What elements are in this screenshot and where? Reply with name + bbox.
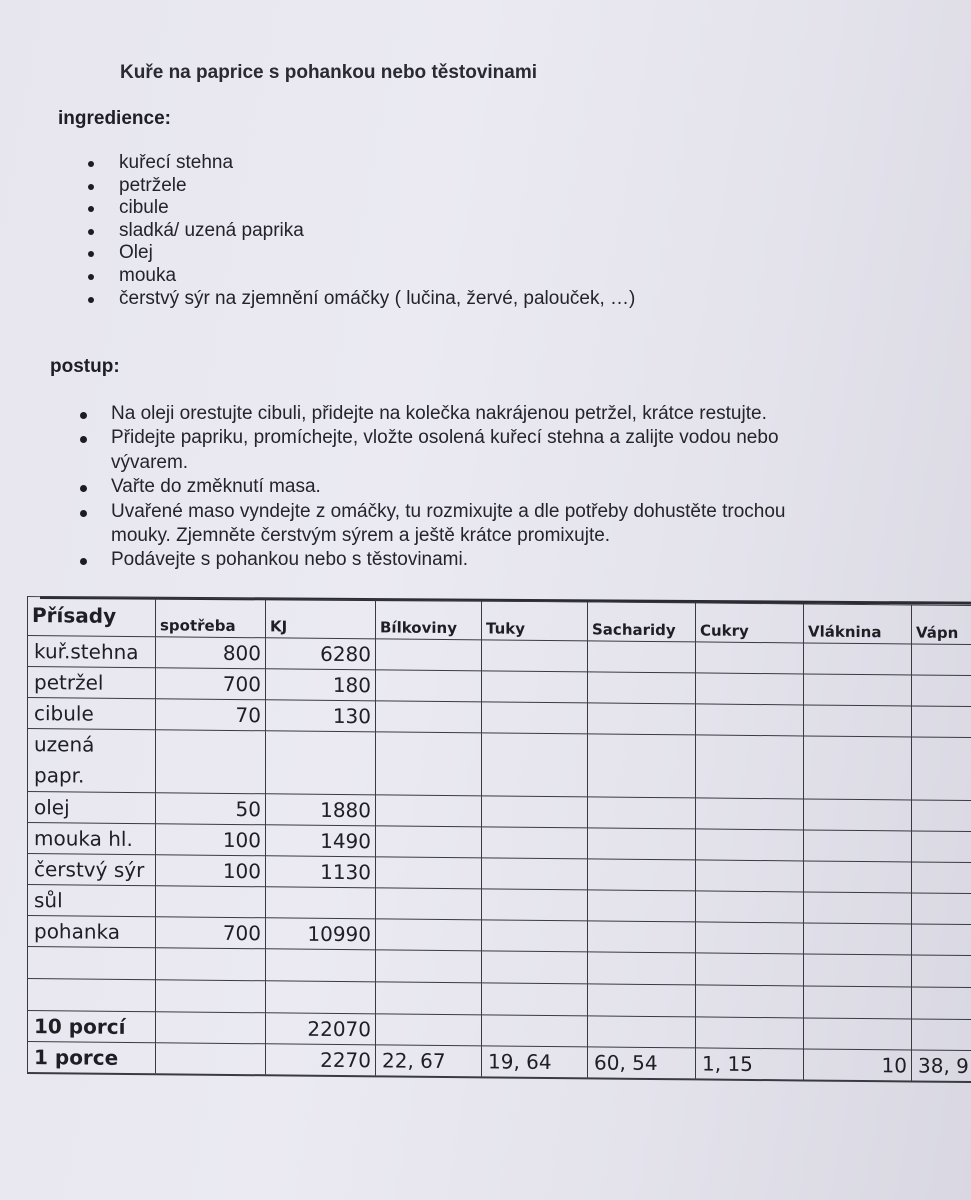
row-spotreba: 50 bbox=[156, 793, 266, 825]
total-label: 10 porcí bbox=[28, 1011, 156, 1043]
ingredients-heading: ingredience: bbox=[58, 108, 171, 129]
procedure-step: Vařte do změknutí masa. bbox=[80, 475, 850, 499]
portion-kj: 2270 bbox=[266, 1044, 376, 1077]
row-spotreba: 800 bbox=[156, 637, 266, 669]
row-spotreba bbox=[156, 886, 266, 918]
nutrition-table bbox=[27, 596, 971, 1083]
ingredient-item: cibule bbox=[88, 197, 635, 220]
header-sacharidy: Sacharidy bbox=[588, 602, 696, 642]
header-spotreba: spotřeba bbox=[156, 598, 266, 638]
procedure-step: Na oleji orestujte cibuli, přidejte na kolečka nakrájenou petržel, krátce restujte. bbox=[80, 402, 850, 426]
row-kj: 180 bbox=[266, 669, 376, 701]
header-prisady: Přísady bbox=[28, 597, 156, 637]
row-kj: 6280 bbox=[266, 638, 376, 670]
procedure-step: Podávejte s pohankou nebo s těstovinami. bbox=[80, 548, 850, 572]
ingredient-item: kuřecí stehna bbox=[88, 152, 635, 175]
ingredient-item: sladká/ uzená paprika bbox=[88, 220, 635, 243]
portion-vlaknina: 10 bbox=[804, 1049, 912, 1082]
row-name: olej bbox=[28, 792, 156, 824]
row-name: sůl bbox=[28, 885, 156, 917]
total-kj: 22070 bbox=[266, 1013, 376, 1045]
row-spotreba bbox=[156, 730, 266, 794]
portion-cukry: 1, 15 bbox=[696, 1048, 804, 1081]
portion-bilkoviny: 22, 67 bbox=[376, 1045, 482, 1078]
row-kj: 130 bbox=[266, 700, 376, 732]
ingredients-list bbox=[88, 152, 635, 310]
row-name: pohanka bbox=[28, 916, 156, 948]
row-name: cibule bbox=[28, 698, 156, 730]
procedure-heading: postup: bbox=[50, 356, 120, 377]
row-spotreba: 70 bbox=[156, 699, 266, 731]
row-spotreba: 100 bbox=[156, 824, 266, 856]
header-vapnik: Vápn bbox=[912, 605, 971, 645]
header-tuky: Tuky bbox=[482, 601, 588, 641]
row-kj bbox=[266, 731, 376, 795]
ingredient-item: mouka bbox=[88, 265, 635, 288]
row-spotreba: 700 bbox=[156, 917, 266, 949]
row-kj: 1490 bbox=[266, 825, 376, 857]
row-spotreba: 100 bbox=[156, 855, 266, 887]
nutrition-table-wrapper bbox=[27, 596, 971, 1099]
portion-sacharidy: 60, 54 bbox=[588, 1047, 696, 1080]
ingredient-item: čerstvý sýr na zjemnění omáčky ( lučina, žervé, palouček, …) bbox=[88, 288, 635, 311]
procedure-step: Uvařené maso vyndejte z omáčky, tu rozmixujte a dle potřeby dohustěte trochou mouky. Zjemněte čerstvým sýrem a ještě krátce promixujte. bbox=[80, 500, 850, 549]
portion-label: 1 porce bbox=[28, 1042, 156, 1075]
row-name: uzená papr. bbox=[28, 729, 156, 793]
row-name: čerstvý sýr bbox=[28, 854, 156, 886]
procedure-steps bbox=[80, 402, 850, 573]
header-vlaknina: Vláknina bbox=[804, 604, 912, 644]
row-kj: 10990 bbox=[266, 918, 376, 950]
header-cukry: Cukry bbox=[696, 603, 804, 643]
row-name: mouka hl. bbox=[28, 823, 156, 855]
ingredient-item: Olej bbox=[88, 242, 635, 265]
row-kj: 1880 bbox=[266, 794, 376, 826]
row-kj bbox=[266, 887, 376, 919]
portion-vapnik: 38, 9 bbox=[912, 1050, 971, 1082]
row-spotreba: 700 bbox=[156, 668, 266, 700]
row-name: kuř.stehna bbox=[28, 636, 156, 668]
header-bilkoviny: Bílkoviny bbox=[376, 600, 482, 640]
table-row bbox=[28, 729, 971, 801]
recipe-title: Kuře na paprice s pohankou nebo těstovinami bbox=[120, 62, 538, 83]
portion-tuky: 19, 64 bbox=[482, 1046, 588, 1079]
row-kj: 1130 bbox=[266, 856, 376, 888]
header-kj: KJ bbox=[266, 599, 376, 639]
row-name: petržel bbox=[28, 667, 156, 699]
ingredient-item: petržele bbox=[88, 175, 635, 198]
procedure-step: Přidejte papriku, promíchejte, vložte osolená kuřecí stehna a zalijte vodou nebo vývarem. bbox=[80, 426, 850, 475]
